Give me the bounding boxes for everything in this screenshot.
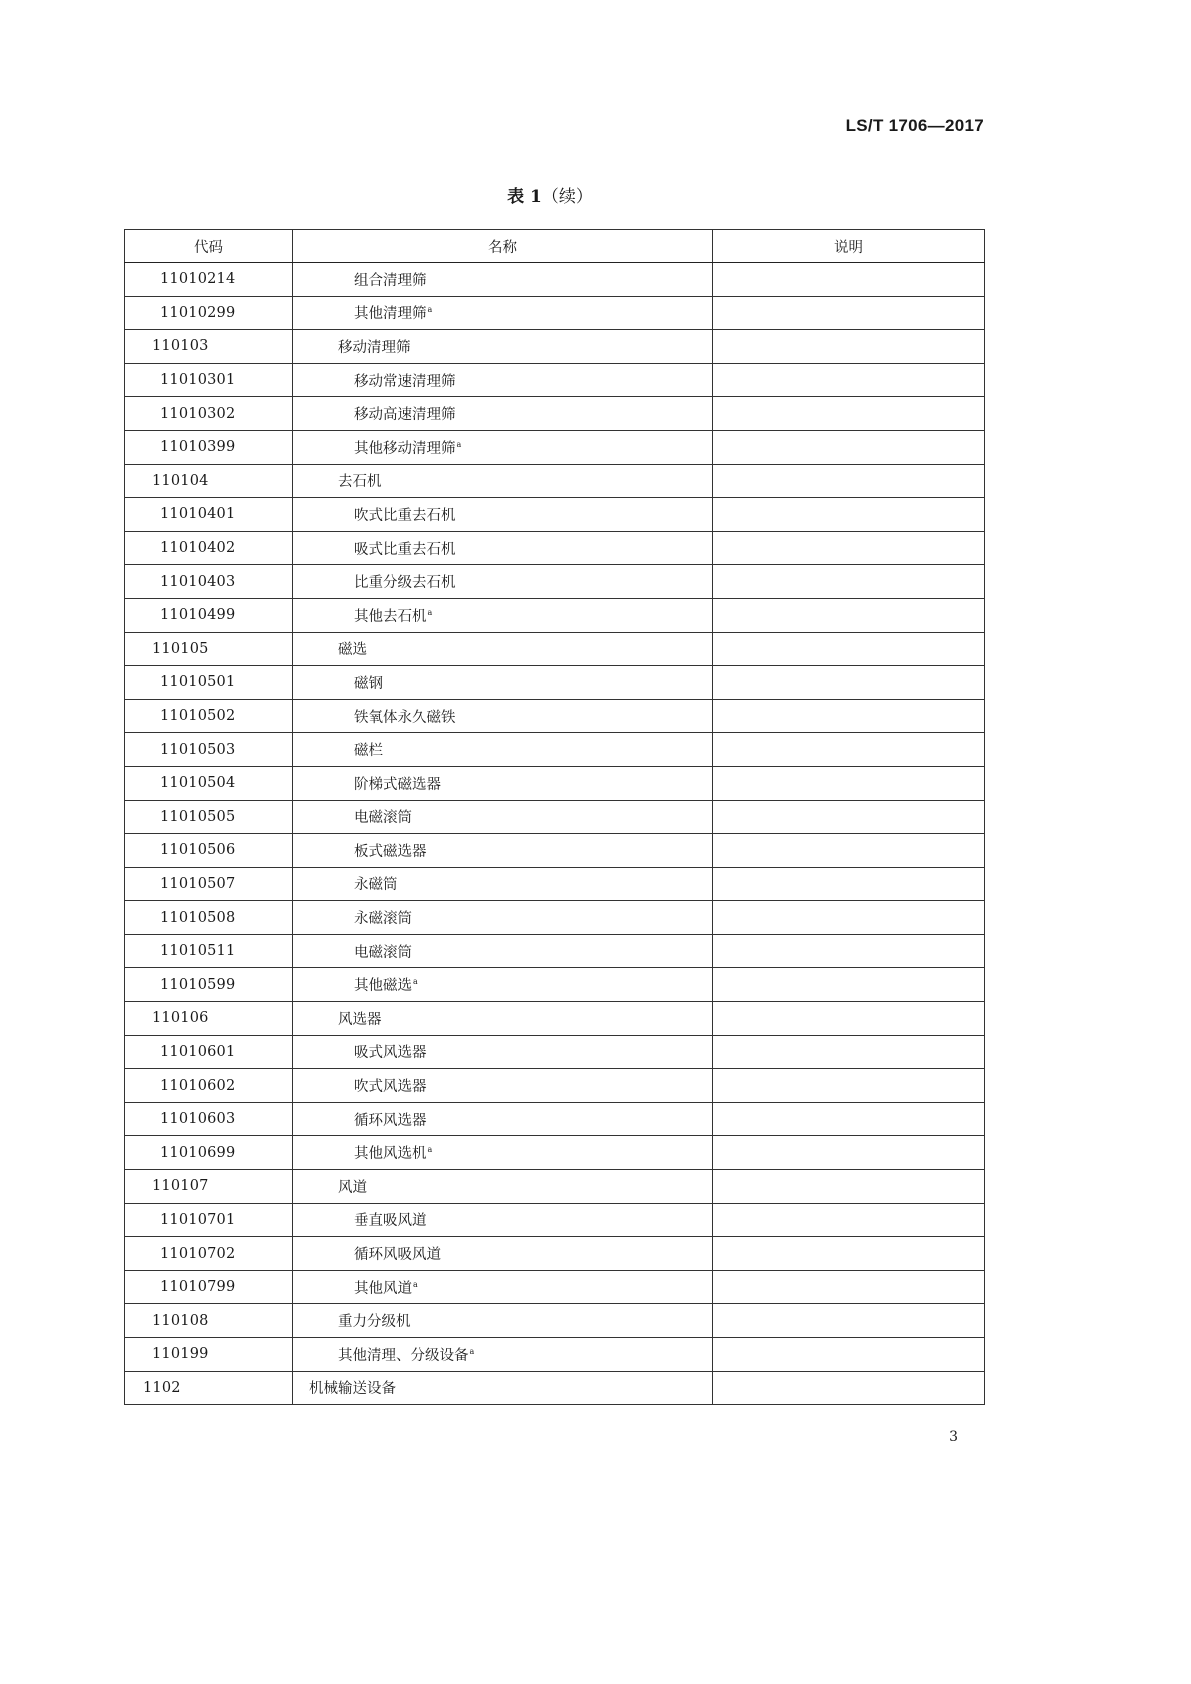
footnote-marker: a [469,1346,475,1356]
cell-note [713,263,985,297]
cell-name-text: 其他移动清理筛 [354,440,456,457]
table-title-text: 表 1 [507,187,542,207]
cell-code: 11010403 [125,565,293,599]
cell-name-text: 其他清理筛 [354,306,427,323]
cell-note [713,901,985,935]
table-row [125,800,985,834]
cell-note [713,1338,985,1372]
table-row [125,834,985,868]
cell-name [293,666,713,700]
cell-code: 11010401 [125,498,293,532]
footnote-marker: a [413,1279,418,1289]
cell-note [713,363,985,397]
cell-note [713,1304,985,1338]
cell-name [293,867,713,901]
cell-note [713,867,985,901]
cell-note [713,934,985,968]
cell-code: 110106 [125,1002,293,1036]
table-row [125,934,985,968]
cell-note [713,1237,985,1271]
footnote-marker: a [413,977,418,987]
cell-code: 11010699 [125,1136,293,1170]
cell-name-text: 组合清理筛 [354,272,427,289]
cell-note [713,1203,985,1237]
cell-note [713,531,985,565]
cell-name [293,598,713,632]
cell-name [293,531,713,565]
table-row [125,464,985,498]
cell-name [293,263,713,297]
cell-name-text: 电磁滚筒 [354,944,412,961]
cell-name [293,1371,713,1405]
table-row [125,1237,985,1271]
cell-name [293,901,713,935]
table-row [125,1270,985,1304]
cell-name-text: 循环风选器 [354,1112,427,1129]
table-row [125,733,985,767]
cell-note [713,1136,985,1170]
cell-code: 110107 [125,1170,293,1204]
table-row [125,1203,985,1237]
cell-note [713,464,985,498]
cell-name-text: 其他磁选 [354,978,412,995]
cell-code: 11010399 [125,430,293,464]
cell-name [293,430,713,464]
cell-note [713,968,985,1002]
cell-note [713,1102,985,1136]
cell-code: 110108 [125,1304,293,1338]
cell-name [293,834,713,868]
cell-note [713,1371,985,1405]
table-row [125,363,985,397]
cell-code: 11010301 [125,363,293,397]
table-row [125,867,985,901]
cell-name-text: 其他风选机 [354,1146,427,1163]
cell-name-text: 重力分级机 [338,1314,411,1331]
cell-note [713,733,985,767]
cell-name [293,1203,713,1237]
cell-name [293,766,713,800]
cell-name-text: 移动清理筛 [338,339,411,356]
cell-note [713,565,985,599]
cell-name [293,464,713,498]
table-row [125,1304,985,1338]
cell-code: 11010402 [125,531,293,565]
cell-name-text: 其他风道 [354,1280,412,1297]
cell-name-text: 吸式风选器 [354,1045,427,1062]
cell-note [713,666,985,700]
cell-name-text: 其他去石机 [354,608,427,625]
cell-name-text: 去石机 [338,474,382,491]
table-row [125,1102,985,1136]
cell-name-text: 其他清理、分级设备 [338,1347,469,1364]
table-row [125,1371,985,1405]
cell-name [293,632,713,666]
table-row [125,296,985,330]
table-row [125,330,985,364]
cell-name [293,934,713,968]
cell-note [713,1035,985,1069]
cell-note [713,632,985,666]
cell-name-text: 永磁滚筒 [354,911,412,928]
cell-code: 11010599 [125,968,293,1002]
cell-name-text: 风道 [338,1179,367,1196]
cell-name-text: 吸式比重去石机 [354,541,456,558]
table-row [125,565,985,599]
cell-name [293,397,713,431]
equipment-code-table [124,229,985,1405]
table-title [0,182,1100,207]
table-row [125,1170,985,1204]
cell-note [713,296,985,330]
cell-note [713,1002,985,1036]
table-row [125,430,985,464]
table-row [125,666,985,700]
cell-name-text: 电磁滚筒 [354,810,412,827]
cell-name-text: 板式磁选器 [354,843,427,860]
cell-code: 11010602 [125,1069,293,1103]
cell-name-text: 磁选 [338,642,367,659]
column-header-code: 代码 [125,230,293,263]
cell-code: 11010501 [125,666,293,700]
cell-name [293,1102,713,1136]
cell-name [293,1002,713,1036]
footnote-marker: a [427,1145,433,1155]
cell-name-text: 吹式风选器 [354,1079,427,1096]
cell-name [293,296,713,330]
cell-name-text: 永磁筒 [354,877,398,894]
cell-code: 1102 [125,1371,293,1405]
cell-note [713,766,985,800]
cell-name [293,1338,713,1372]
cell-name-text: 铁氧体永久磁铁 [354,709,456,726]
table-row [125,632,985,666]
table-row [125,901,985,935]
cell-note [713,699,985,733]
table-row [125,1069,985,1103]
cell-name-text: 磁钢 [354,675,383,692]
cell-name [293,1170,713,1204]
cell-code: 11010799 [125,1270,293,1304]
column-header-name: 名称 [293,230,713,263]
cell-code: 11010302 [125,397,293,431]
cell-note [713,397,985,431]
cell-name-text: 移动高速清理筛 [354,407,456,424]
cell-code: 11010506 [125,834,293,868]
cell-code: 11010603 [125,1102,293,1136]
cell-name [293,363,713,397]
cell-code: 11010503 [125,733,293,767]
cell-code: 11010701 [125,1203,293,1237]
table-row [125,263,985,297]
cell-code: 11010505 [125,800,293,834]
cell-name [293,733,713,767]
cell-note [713,1270,985,1304]
cell-name [293,800,713,834]
cell-note [713,598,985,632]
cell-code: 11010214 [125,263,293,297]
cell-note [713,1170,985,1204]
page-number: 3 [949,1429,958,1445]
cell-name [293,498,713,532]
cell-code: 11010299 [125,296,293,330]
cell-name [293,330,713,364]
table-body [125,263,985,1405]
cell-name-text: 磁栏 [354,743,383,760]
table-row [125,397,985,431]
table-row [125,968,985,1002]
column-header-note: 说明 [713,230,985,263]
cell-note [713,330,985,364]
table-row [125,531,985,565]
cell-code: 110103 [125,330,293,364]
cell-name-text: 阶梯式磁选器 [354,776,441,793]
cell-name [293,699,713,733]
cell-name-text: 移动常速清理筛 [354,373,456,390]
table-row [125,598,985,632]
standard-code: LS/T 1706—2017 [845,116,984,135]
cell-note [713,834,985,868]
cell-code: 110105 [125,632,293,666]
table-row [125,699,985,733]
cell-name-text: 比重分级去石机 [354,575,456,592]
cell-code: 11010502 [125,699,293,733]
table-title-continued: （续） [541,187,593,207]
cell-code: 110104 [125,464,293,498]
cell-name-text: 机械输送设备 [309,1381,396,1398]
table-row [125,1338,985,1372]
table-row [125,1035,985,1069]
cell-name-text: 风选器 [338,1011,382,1028]
footnote-marker: a [427,607,433,617]
cell-code: 11010702 [125,1237,293,1271]
cell-code: 11010499 [125,598,293,632]
cell-name-text: 吹式比重去石机 [354,507,456,524]
cell-code: 11010504 [125,766,293,800]
cell-name [293,968,713,1002]
cell-code: 11010508 [125,901,293,935]
cell-note [713,430,985,464]
table-row [125,1002,985,1036]
cell-name [293,1237,713,1271]
cell-code: 11010601 [125,1035,293,1069]
cell-name [293,1136,713,1170]
cell-note [713,1069,985,1103]
cell-name [293,565,713,599]
cell-code: 11010511 [125,934,293,968]
table-row [125,1136,985,1170]
footnote-marker: a [456,439,462,449]
cell-name [293,1035,713,1069]
cell-name-text: 垂直吸风道 [354,1213,427,1230]
table-header-row [125,230,985,263]
cell-name [293,1304,713,1338]
cell-name [293,1069,713,1103]
cell-note [713,800,985,834]
table-row [125,766,985,800]
table-row [125,498,985,532]
cell-name-text: 循环风吸风道 [354,1247,441,1264]
cell-note [713,498,985,532]
cell-code: 11010507 [125,867,293,901]
cell-name [293,1270,713,1304]
footnote-marker: a [427,305,433,315]
cell-code: 110199 [125,1338,293,1372]
